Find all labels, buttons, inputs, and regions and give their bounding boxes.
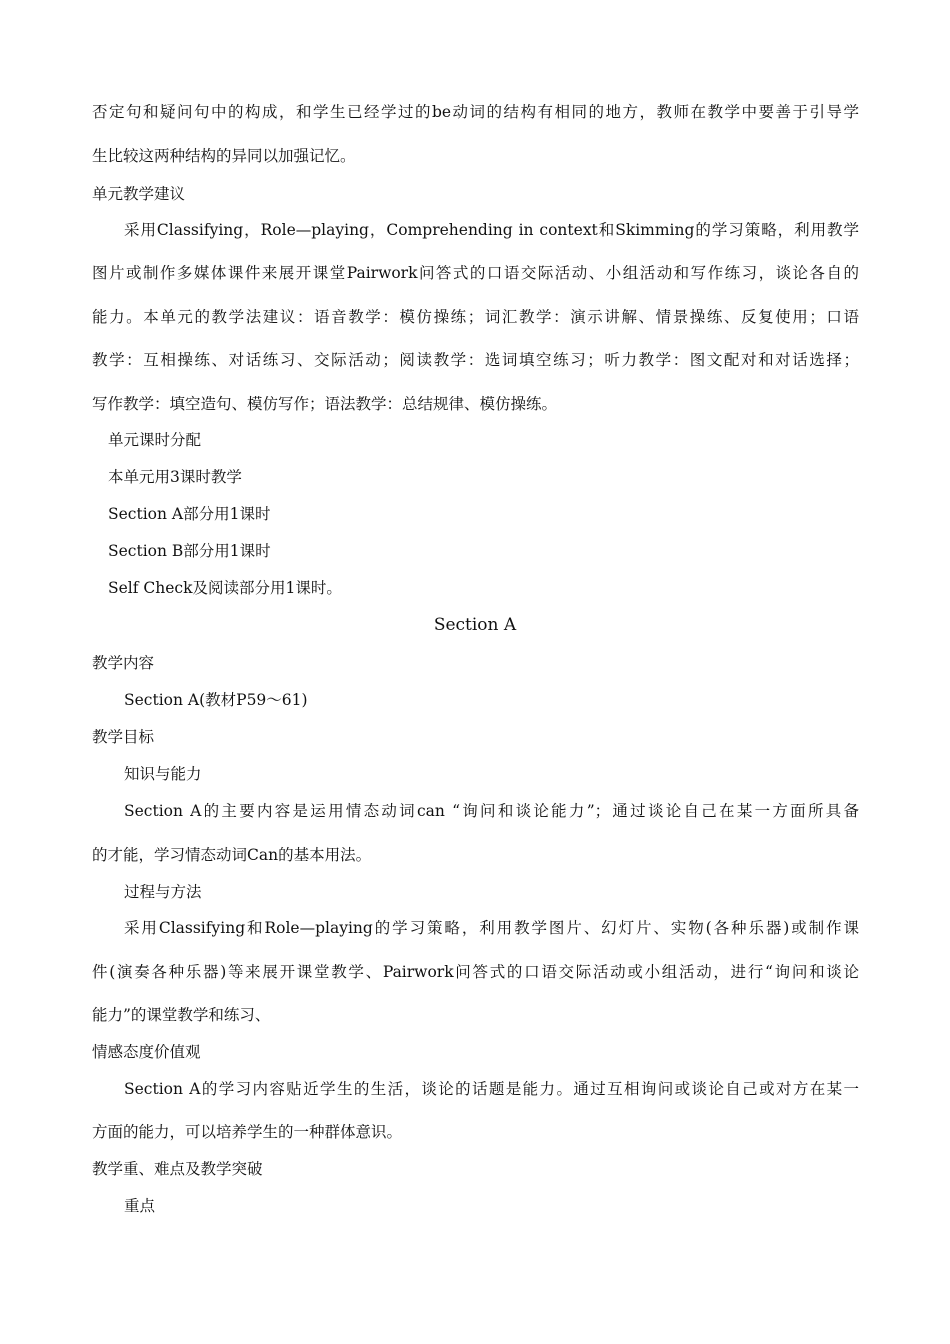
list-item: 本单元用3课时教学: [108, 468, 242, 486]
paragraph-line: 否定句和疑问句中的构成，和学生已经学过的be动词的结构有相同的地方，教师在教学中要善于引导学: [92, 103, 859, 121]
paragraph-line: 的才能，学习情态动词Can的基本用法。: [92, 846, 372, 864]
paragraph-line: 采用Classifying和Role—playing的学习策略，利用教学图片、幻灯片、实物(各种乐器)或制作课: [124, 919, 859, 937]
subheading: 过程与方法: [124, 883, 202, 901]
paragraph-line: 件(演奏各种乐器)等来展开课堂教学、Pairwork问答式的口语交际活动或小组活动，进行“询问和谈论: [92, 963, 859, 981]
paragraph-line: 采用Classifying，Role—playing，Comprehending in context和Skimming的学习策略，利用教学: [124, 221, 859, 239]
paragraph-line: 图片或制作多媒体课件来展开课堂Pairwork问答式的口语交际活动、小组活动和写作练习，谈论各自的: [92, 264, 859, 282]
paragraph-line: Section A的主要内容是运用情态动词can “询问和谈论能力”；通过谈论自己在某一方面所具备: [124, 802, 859, 820]
section-heading: 单元教学建议: [92, 185, 186, 203]
section-title: Section A: [433, 615, 517, 635]
list-item: Self Check及阅读部分用1课时。: [108, 579, 342, 597]
section-heading: 教学目标: [92, 728, 155, 746]
paragraph-line: 方面的能力，可以培养学生的一种群体意识。: [92, 1123, 403, 1141]
paragraph-line: Section A的学习内容贴近学生的生活，谈论的话题是能力。通过互相询问或谈论自己或对方在某一: [124, 1080, 859, 1098]
list-item: Section B部分用1课时: [108, 542, 271, 560]
section-heading: 教学内容: [92, 654, 155, 672]
list-item: Section A(教材P59～61): [124, 691, 308, 709]
paragraph-line: 生比较这两种结构的异同以加强记忆。: [92, 147, 356, 165]
subheading: 知识与能力: [124, 765, 202, 783]
list-item: Section A部分用1课时: [108, 505, 271, 523]
section-heading: 教学重、难点及教学突破: [92, 1160, 263, 1178]
subheading: 重点: [124, 1197, 156, 1215]
section-heading: 情感态度价值观: [92, 1043, 201, 1061]
paragraph-line: 能力。本单元的教学法建议：语音教学：模仿操练；词汇教学：演示讲解、情景操练、反复使用；口语: [92, 308, 859, 326]
paragraph-line: 写作教学：填空造句、模仿写作；语法教学：总结规律、模仿操练。: [92, 395, 558, 413]
paragraph-line: 教学：互相操练、对话练习、交际活动；阅读教学：选词填空练习；听力教学：图文配对和对话选择；: [92, 351, 859, 369]
section-heading: 单元课时分配: [108, 431, 202, 449]
paragraph-line: 能力”的课堂教学和练习、: [92, 1006, 271, 1024]
